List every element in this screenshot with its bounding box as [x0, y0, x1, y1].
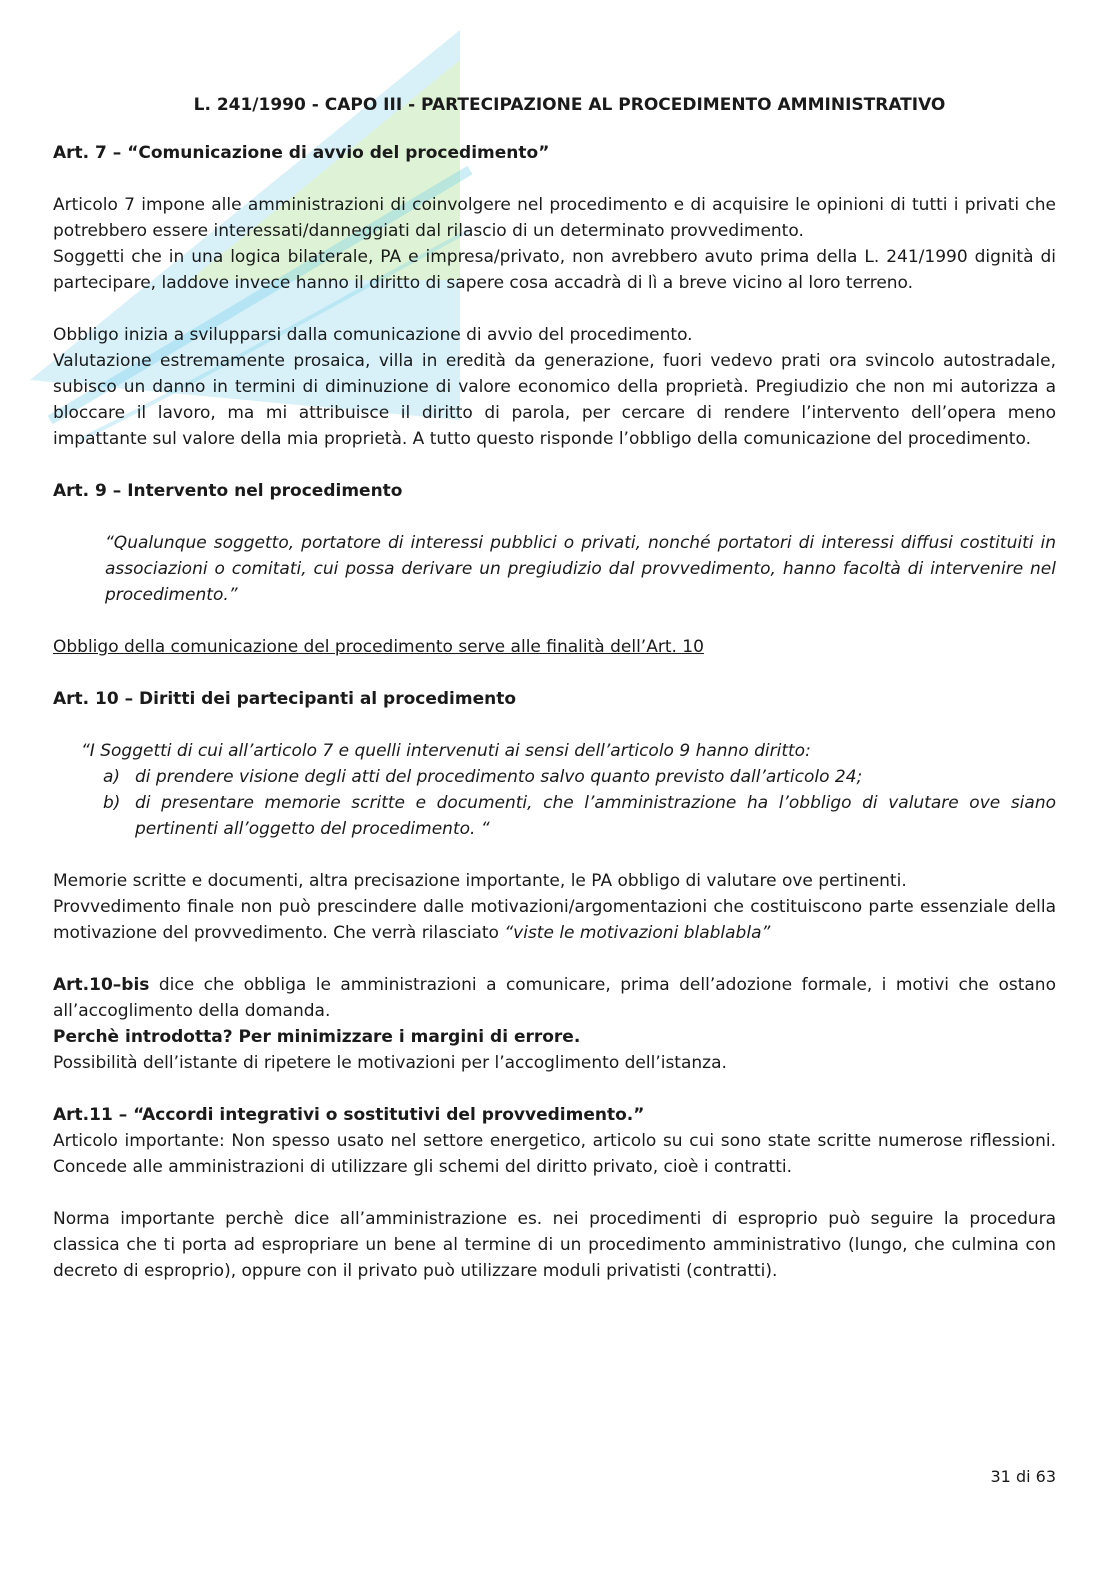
art7-paragraph-2: Soggetti che in una logica bilaterale, PA e impresa/privato, non avrebbero avuto prima della L. 241/1990 dignità di partecipare, laddove invece hanno il diritto di sapere cosa accadrà di lì a breve vicino al loro terreno. — [53, 247, 1056, 293]
art10-paragraph-2-text: Provvedimento finale non può prescindere dalle motivazioni/argomentazioni che costituiscono parte essenziale della motivazione del provvedimento. Che verrà rilasciato — [53, 897, 1056, 943]
art7-paragraph-1: Articolo 7 impone alle amministrazioni di coinvolgere nel procedimento e di acquisire le opinioni di tutti i privati che potrebbero essere interessati/danneggiati dal rilascio di un determinato provvedimento. — [53, 195, 1056, 241]
art11-paragraph-1: Articolo importante: Non spesso usato nel settore energetico, articolo su cui sono state scritte numerose riflessioni. Concede alle amministrazioni di utilizzare gli schemi del diritto privato, cioè i contratti. — [53, 1131, 1056, 1177]
list-item — [53, 790, 1056, 842]
art7-paragraph-3: Obbligo inizia a svilupparsi dalla comunicazione di avvio del procedimento. — [53, 325, 693, 345]
art10-rights-list — [53, 764, 1056, 842]
art10bis-paragraph-2: Possibilità dell’istante di ripetere le motivazioni per l’accoglimento dell’istanza. — [53, 1053, 727, 1073]
art10-quote-intro: “I Soggetti di cui all’articolo 7 e quelli intervenuti ai sensi dell’articolo 9 hanno diritto: — [81, 741, 811, 761]
art10bis-text: dice che obbliga le amministrazioni a comunicare, prima dell’adozione formale, i motivi che ostano all’accoglimento della domanda. — [53, 975, 1056, 1021]
art10-paragraph-2 — [53, 894, 1056, 946]
art9-heading: Art. 9 – Intervento nel procedimento — [53, 481, 403, 501]
art10-paragraph-1: Memorie scritte e documenti, altra precisazione importante, le PA obbligo di valutare ove pertinenti. — [53, 871, 907, 891]
page-number: 31 di 63 — [990, 1467, 1056, 1486]
art9-quote: “Qualunque soggetto, portatore di interessi pubblici o privati, nonché portatori di interessi diffusi costituiti in associazioni o comitati, cui possa derivare un pregiudizio dal provvedimento, hanno facoltà di intervenire nel procedimento.” — [105, 533, 1056, 605]
art10-heading: Art. 10 – Diritti dei partecipanti al procedimento — [53, 689, 517, 709]
art11-paragraph-2: Norma importante perchè dice all’amministrazione es. nei procedimenti di esproprio può seguire la procedura classica che ti porta ad espropriare un bene al termine di un procedimento amministrativo (lungo, che culmina con decreto di esproprio), oppure con il privato può utilizzare moduli privatisti (contratti). — [53, 1209, 1056, 1281]
document-page — [53, 92, 1056, 1284]
art10bis-paragraph — [53, 972, 1056, 1024]
page-title: L. 241/1990 - CAPO III - PARTECIPAZIONE AL PROCEDIMENTO AMMINISTRATIVO — [193, 95, 946, 115]
art11-heading: Art.11 – “Accordi integrativi o sostitutivi del provvedimento.” — [53, 1105, 645, 1125]
art7-paragraph-4: Valutazione estremamente prosaica, villa in eredità da generazione, fuori vedevo prati ora svincolo autostradale, subisco un danno in termini di diminuzione di valore economico della proprietà. Pregiudizio che non mi autorizza a bloccare il lavoro, ma mi attribuisce il diritto di parola, per cercare di rendere l’intervento dell’opera meno impattante sul valore della mia proprietà. A tutto questo risponde l’obbligo della comunicazione del procedimento. — [53, 351, 1056, 449]
list-marker: b) — [103, 793, 121, 813]
art7-heading: Art. 7 – “Comunicazione di avvio del procedimento” — [53, 143, 550, 163]
art10bis-bold-line: Perchè introdotta? Per minimizzare i margini di errore. — [53, 1027, 581, 1047]
list-item — [53, 764, 1056, 790]
art10bis-label: Art.10–bis — [53, 975, 150, 995]
art9-note: Obbligo della comunicazione del procedimento serve alle finalità dell’Art. 10 — [53, 637, 704, 657]
list-item-text: di presentare memorie scritte e documenti, che l’amministrazione ha l’obbligo di valutare ove siano pertinenti all’oggetto del procedimento. “ — [135, 793, 1056, 839]
list-item-text: di prendere visione degli atti del procedimento salvo quanto previsto dall’articolo 24; — [135, 767, 863, 787]
list-marker: a) — [103, 767, 121, 787]
art10-paragraph-2-italic: “viste le motivazioni blablabla” — [504, 923, 771, 943]
